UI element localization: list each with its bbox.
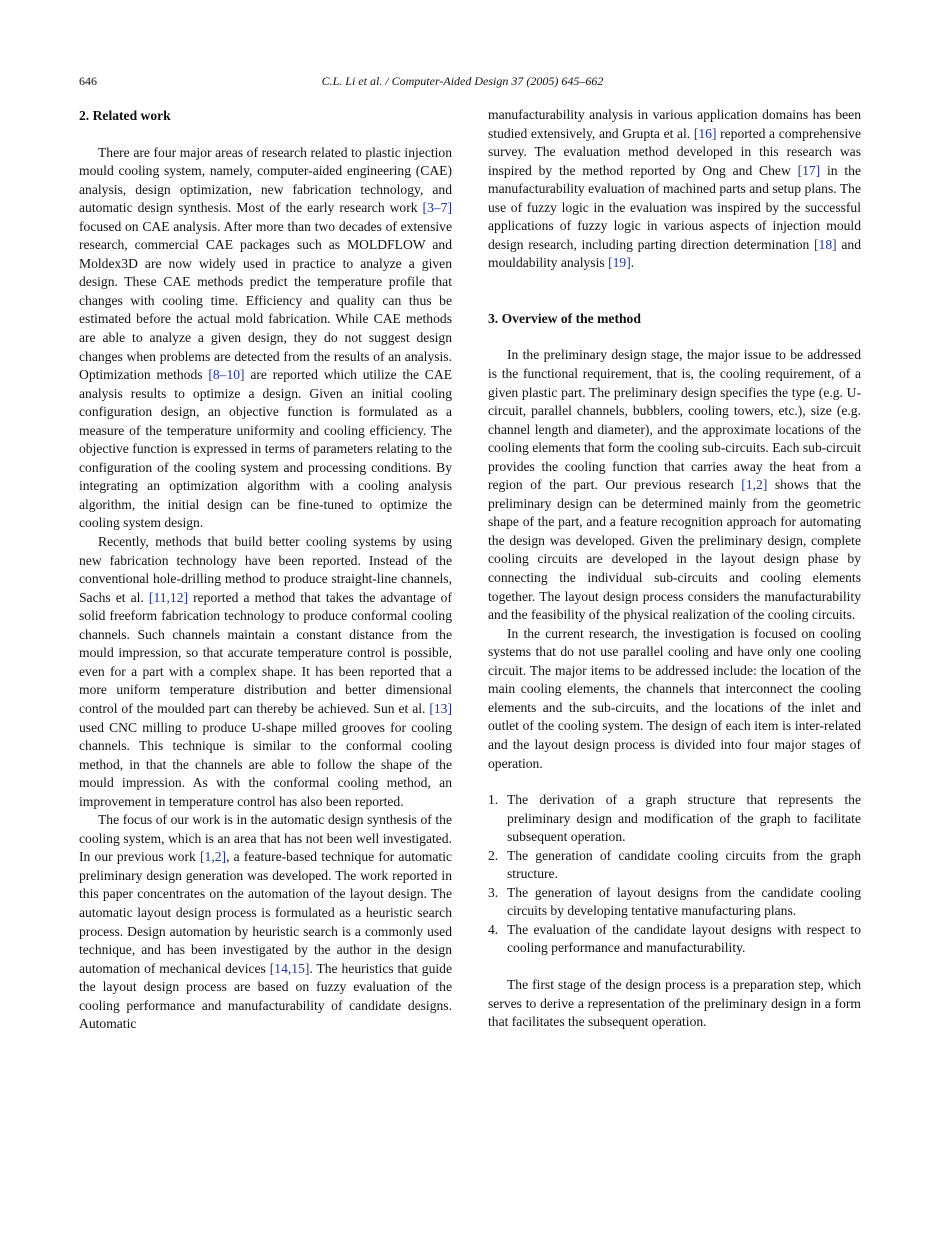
paragraph-continuation: manufacturability analysis in various application domains has been studied extensively, and Grupta et al. [16] reported a comprehensive survey. The evaluation method developed in this research was inspired by the method reported by Ong and Chew [17] in the manufacturability evaluation of machined parts and setup plans. The use of fuzzy logic in the evaluation was inspired by the successful applications of fuzzy logic in various aspects of injection mould design research, including parting direction determination [18] and mouldability analysis [19].	[488, 107, 861, 271]
citation-link[interactable]: [11,12]	[148, 589, 189, 605]
paragraph: In the current research, the investigation is focused on cooling systems that do not use parallel cooling and have only one cooling circuit. The major items to be addressed include: the location of the main cooling elements, the channels that interconnect the cooling elements and the sub-circuits, and the locations of the inlet and outlet of the cooling system. The design of each item is inter-related and the layout design process is divided into four major stages of operation.	[488, 625, 861, 771]
citation-link[interactable]: [19]	[608, 255, 631, 271]
citation-link[interactable]: [3–7]	[422, 200, 452, 216]
right-column	[488, 106, 861, 1032]
list-item	[488, 847, 861, 884]
citation-link[interactable]: [14,15]	[269, 960, 310, 976]
list-number: 3.	[488, 884, 499, 900]
citation-link[interactable]: [1,2]	[200, 849, 227, 865]
citation-link[interactable]: [1,2]	[741, 477, 768, 493]
section-heading-related-work: 2. Related work	[79, 108, 171, 123]
paragraph: There are four major areas of research related to plastic injection mould cooling system, namely, computer-aided engineering (CAE) analysis, design optimization, new fabrication technology, and automatic design synthesis. Most of the early research work [3–7] focused on CAE analysis. After more than two decades of extensive research, commercial CAE packages such as MOLDFLOW and Moldex3D are now widely used in practice to analyze a given design. These CAE methods predict the temperature profile that changes with cooling time. Efficiency and quality can thus be estimated before the actual mold fabrication. While CAE methods are able to analyze a given design, they do not suggest design changes when problems are detected from the results of an analysis. Optimization methods [8–10] are reported which utilize the CAE analysis results to optimize a design. Given an initial cooling configuration design, an objective function is formulated as a measure of the temperature uniformity and cooling efficiency. The objective function is expressed in terms of parameters relating to the configuration of the cooling system and processing conditions. By integrating an optimization algorithm with a cooling analysis algorithm, the initial design can be fine-tuned to optimize the cooling system design.	[79, 144, 452, 531]
paragraph: The first stage of the design process is a preparation step, which serves to derive a representation of the preliminary design in a form that facilitates the subsequent operation.	[488, 976, 861, 1030]
citation-link[interactable]: [18]	[814, 236, 837, 252]
list-item	[488, 884, 861, 921]
paragraph: The focus of our work is in the automatic design synthesis of the cooling system, which is an area that has not been well investigated. In our previous work [1,2], a feature-based technique for automatic preliminary design generation was developed. The work reported in this paper concentrates on the automation of the layout design. The automatic layout design process is formulated as a heuristic search process. Design automation by heuristic search is a commonly used technique, and has been investigated by the author in the design automation of mechanical devices [14,15]. The heuristics that guide the layout design process are based on fuzzy evaluation of the cooling performance and manufacturability of candidate designs. Automatic	[79, 812, 453, 1032]
list-item	[488, 921, 861, 958]
citation-link[interactable]: [17]	[797, 162, 821, 178]
citation-link[interactable]: [16]	[693, 125, 717, 141]
paragraph: In the preliminary design stage, the major issue to be addressed is the functional requirement, that is, the cooling requirement, of a given plastic part. The preliminary design specifies the type (e.g. U-circuit, parallel channels, bubblers, cooling towers, etc.), size (e.g. channel length and diameter), and the approximate locations of the cooling elements that form the cooling sub-circuits. Each sub-circuit provides the cooling function that carries away the heat from a region of the part. Our previous research [1,2] shows that the preliminary design can be determined mainly from the geometric shape of the part, and a feature recognition approach for automating the design was developed. Given the preliminary design, complete cooling circuits are developed in the layout design phase by connecting the individual sub-circuits and cooling elements together. The layout design process considers the manufacturability and the feasibility of the physical realization of the cooling circuits.	[488, 347, 861, 623]
list-item	[488, 791, 861, 847]
citation-link[interactable]: [8–10]	[208, 367, 245, 383]
list-number: 1.	[488, 792, 499, 808]
citation-link[interactable]: [13]	[429, 700, 452, 716]
stage-list	[488, 791, 861, 958]
paragraph: Recently, methods that build better cooling systems by using new fabrication technology have been reported. Instead of the conventional hole-drilling method to produce straight-line channels, Sachs et al. [11,12] reported a method that takes the advantage of solid freeform fabrication technology to produce conformal cooling channels. Such channels maintain a constant distance from the mould impression, so that accurate temperature control is possible, even for a part with a complex shape. It has been reported that a more uniform temperature distribution and better dimensional control of the moulded part can thereby be achieved. Sun et al. [13] used CNC milling to produce U-shape milled grooves for cooling channels. This technique is similar to the conformal cooling method, in that the channels are able to follow the shape of the mould impression. As with the conformal cooling method, an improvement in temperature control has also been reported.	[79, 534, 452, 809]
list-text: The evaluation of the candidate layout designs with respect to cooling performance and manufacturability.	[507, 921, 861, 956]
page-number: 646	[79, 74, 97, 88]
list-number: 2.	[488, 847, 499, 863]
list-text: The generation of candidate cooling circuits from the graph structure.	[507, 847, 861, 882]
section-heading-overview: 3. Overview of the method	[488, 310, 641, 326]
running-title: C.L. Li et al. / Computer-Aided Design 37 (2005) 645–662	[321, 74, 604, 88]
list-text: The derivation of a graph structure that represents the preliminary design and modification of the graph to facilitate subsequent operation.	[507, 792, 861, 845]
left-column	[79, 106, 452, 1034]
list-number: 4.	[488, 921, 499, 937]
list-text: The generation of layout designs from the candidate cooling circuits by developing tentative manufacturing plans.	[507, 884, 861, 919]
